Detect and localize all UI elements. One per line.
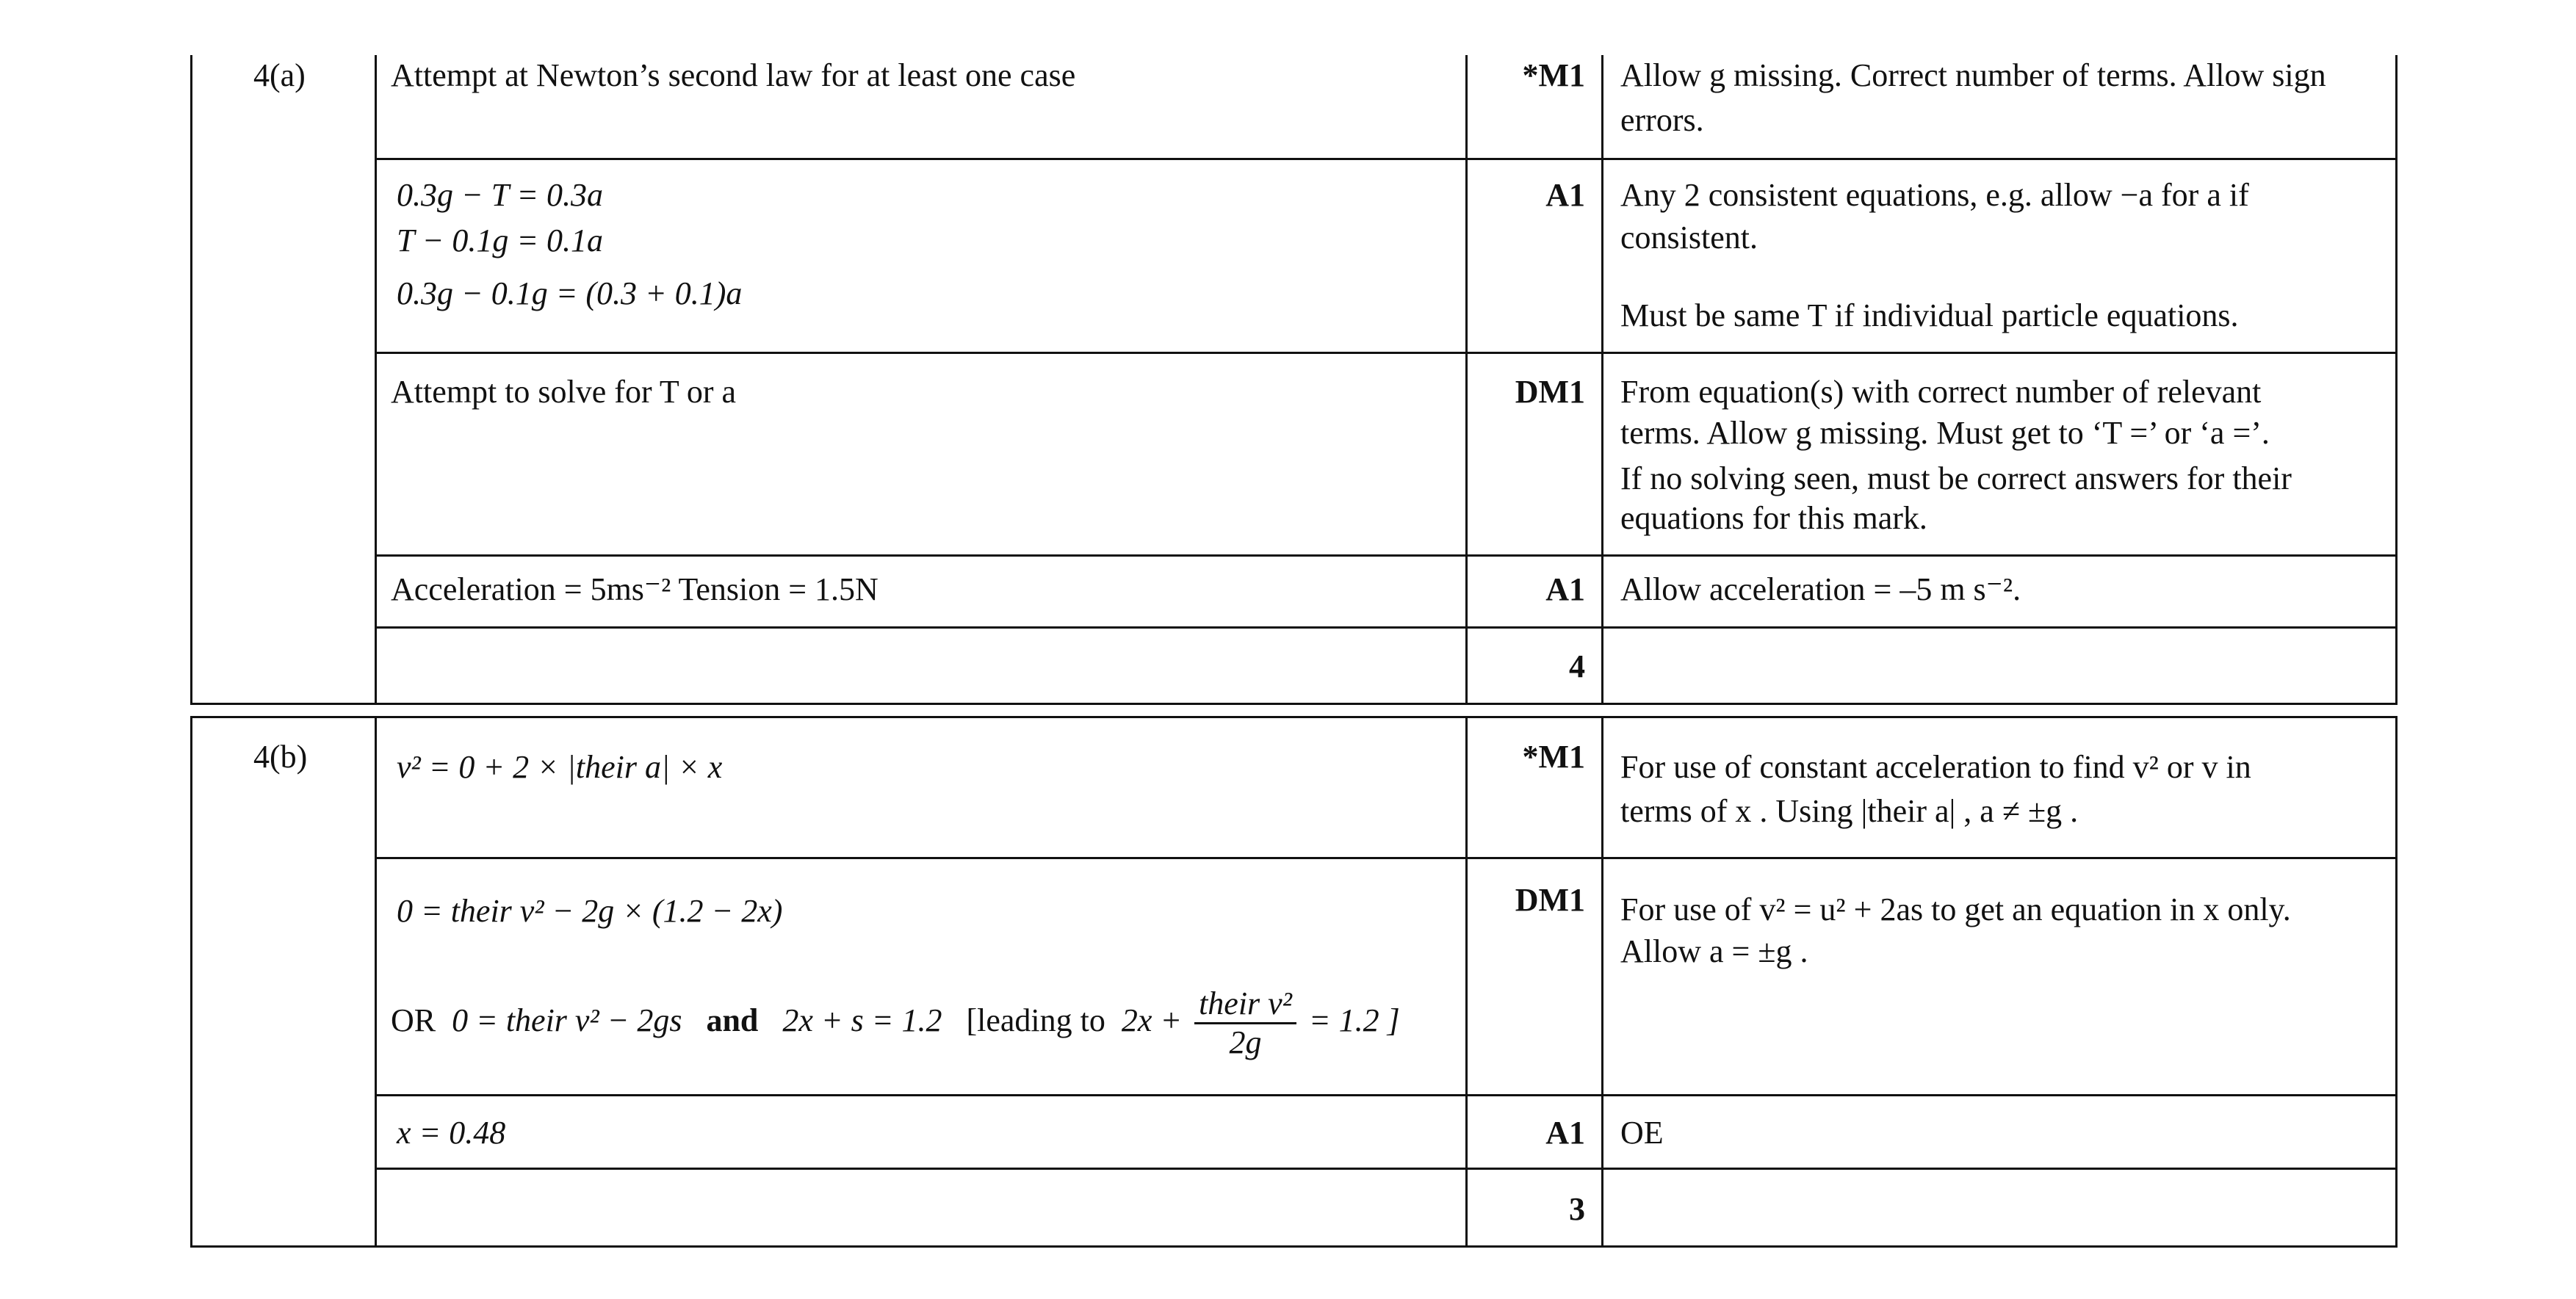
guidance-text: For use of constant acceleration to find v² or v in xyxy=(1620,749,2251,785)
equation: = 1.2 ] xyxy=(1308,1002,1400,1038)
equation: 2x + s = 1.2 xyxy=(782,1002,942,1038)
table-border xyxy=(1465,55,1468,705)
equation: x = 0.48 xyxy=(397,1115,506,1151)
guidance-text: If no solving seen, must be correct answers for their xyxy=(1620,460,2292,496)
guidance-text: errors. xyxy=(1620,102,1704,138)
guidance-text: Must be same T if individual particle equations. xyxy=(1620,297,2239,333)
answer-text: Acceleration = 5ms⁻² Tension = 1.5N xyxy=(391,571,878,607)
table-row-divider xyxy=(375,1168,2398,1170)
table-border xyxy=(2395,55,2398,705)
table-row-divider xyxy=(375,554,2398,557)
equation: 0 = their v² − 2g × (1.2 − 2x) xyxy=(397,893,783,929)
guidance-text: Any 2 consistent equations, e.g. allow −a for a if xyxy=(1620,177,2249,213)
equation: T − 0.1g = 0.1a xyxy=(397,222,604,258)
table-row-divider xyxy=(375,626,2398,629)
fraction-denominator: 2g xyxy=(1229,1024,1262,1061)
total-marks: 3 xyxy=(1569,1191,1585,1227)
table-row-divider xyxy=(190,703,2398,705)
and-label: and xyxy=(706,1002,759,1038)
table-border xyxy=(190,716,192,1248)
table-row-divider xyxy=(190,716,2398,718)
guidance-text: OE xyxy=(1620,1115,1664,1151)
equation: 0.3g − 0.1g = (0.3 + 0.1)a xyxy=(397,275,743,311)
equation: 2x + xyxy=(1121,1002,1183,1038)
table-border xyxy=(375,55,377,705)
question-number: 4(b) xyxy=(253,739,308,775)
question-number: 4(a) xyxy=(253,57,306,93)
mark-code: DM1 xyxy=(1515,882,1585,918)
guidance-text: terms. Allow g missing. Must get to ‘T =’ or ‘a =’. xyxy=(1620,415,2270,451)
table-border xyxy=(190,55,192,705)
equation: 0.3g − T = 0.3a xyxy=(397,177,604,213)
guidance-text: For use of v² = u² + 2as to get an equation in x only. xyxy=(1620,891,2291,927)
guidance-text: equations for this mark. xyxy=(1620,500,1927,536)
mark-code: A1 xyxy=(1545,177,1585,213)
mark-code: *M1 xyxy=(1522,57,1585,93)
or-label: OR xyxy=(391,1002,436,1038)
table-row-divider xyxy=(375,352,2398,354)
guidance-text: From equation(s) with correct number of relevant xyxy=(1620,374,2262,410)
leading-to-label: [leading to xyxy=(966,1002,1105,1038)
equation: v² = 0 + 2 × |their a| × x xyxy=(397,749,723,785)
equation: 0 = their v² − 2gs xyxy=(452,1002,682,1038)
guidance-text: consistent. xyxy=(1620,220,1758,256)
guidance-text: Allow a = ±g . xyxy=(1620,933,1808,969)
table-row-divider xyxy=(190,1245,2398,1248)
fraction xyxy=(1194,985,1296,1061)
guidance-text: terms of x . Using |their a| , a ≠ ±g . xyxy=(1620,793,2079,829)
alternative-equation-line xyxy=(391,984,1400,1061)
total-marks: 4 xyxy=(1569,648,1585,684)
mark-code: A1 xyxy=(1545,1115,1585,1151)
table-row-divider xyxy=(375,857,2398,859)
mark-code: A1 xyxy=(1545,571,1585,607)
mark-code: *M1 xyxy=(1522,739,1585,775)
answer-text: Attempt to solve for T or a xyxy=(391,374,737,410)
mark-code: DM1 xyxy=(1515,374,1585,410)
guidance-text: Allow g missing. Correct number of terms. Allow sign xyxy=(1620,57,2326,93)
table-border xyxy=(1601,55,1603,705)
answer-text: Attempt at Newton’s second law for at least one case xyxy=(391,57,1076,93)
guidance-text: Allow acceleration = –5 m s⁻². xyxy=(1620,571,2021,607)
table-row-divider xyxy=(375,1094,2398,1096)
fraction-numerator: their v² xyxy=(1194,985,1296,1024)
table-row-divider xyxy=(375,158,2398,160)
